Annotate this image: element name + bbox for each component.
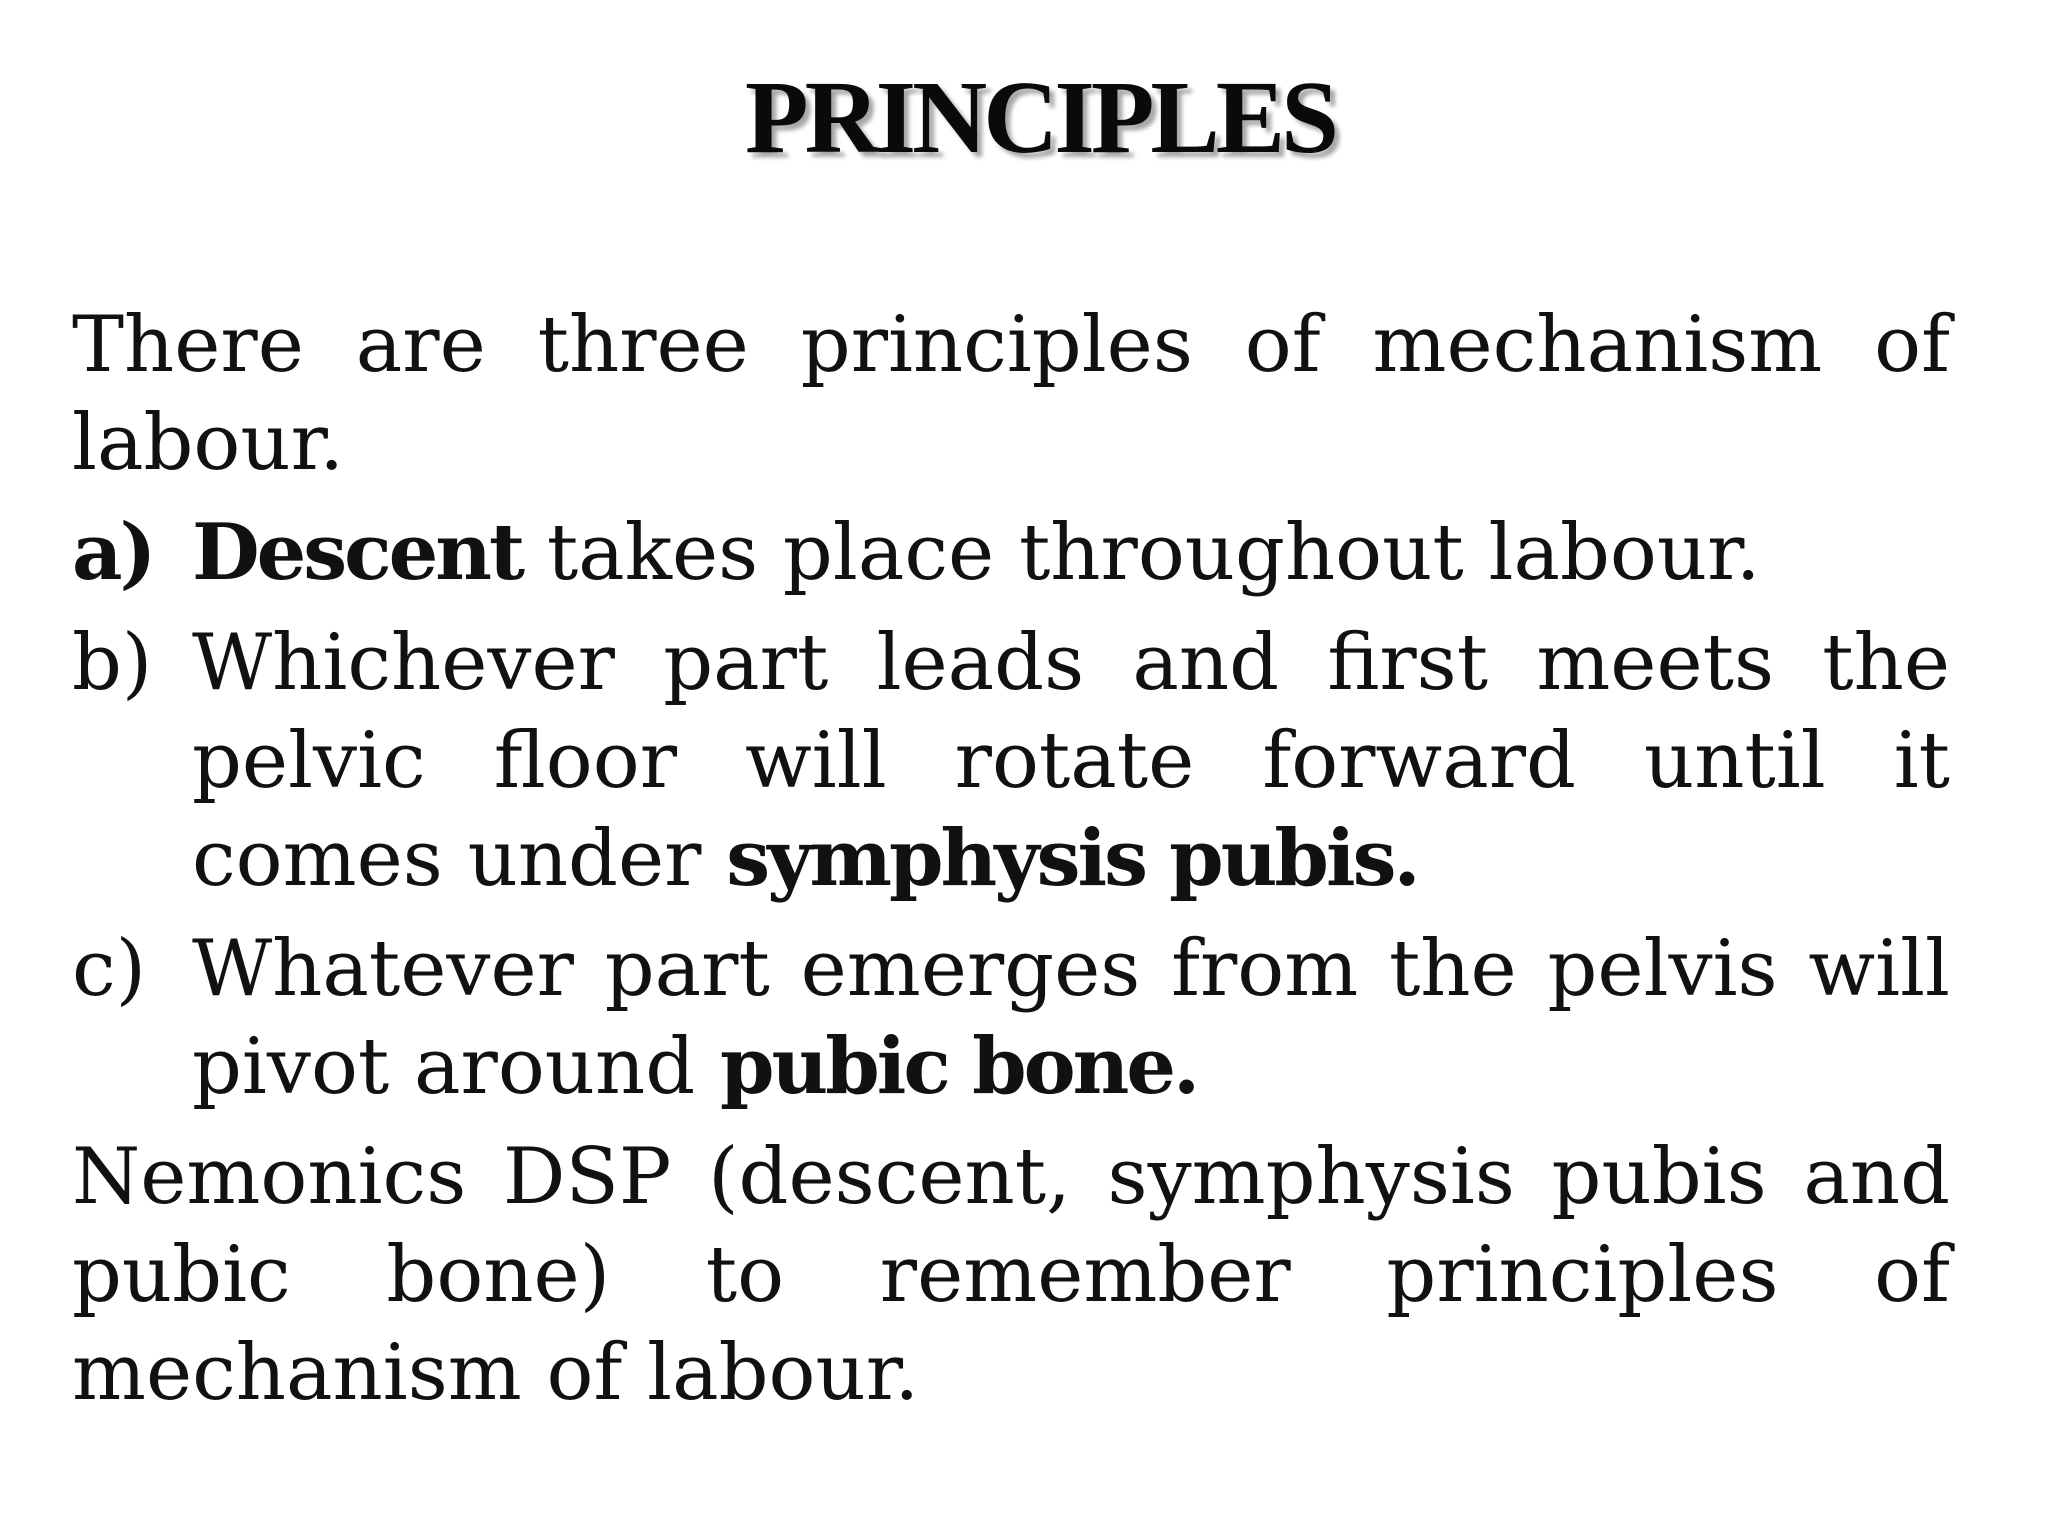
list-item-text: [192, 504, 1950, 602]
intro-paragraph: There are three principles of mechanism of labour.: [72, 300, 1950, 488]
list-item: [72, 614, 1950, 908]
list-marker: b): [72, 618, 153, 708]
list-item: [72, 920, 1950, 1116]
bold-term: Descent: [192, 507, 523, 598]
item-body-text: Whichever part leads and first meets the pelvic floor will rotate forward until it comes under: [192, 618, 1950, 904]
item-body-text: Whatever part emerges from the pelvis will pivot around: [192, 924, 1950, 1112]
list-item-text: [192, 920, 1950, 1116]
bold-term: pubic bone.: [720, 1021, 1198, 1112]
list-item-text: [192, 614, 1950, 908]
principles-list: [72, 504, 1950, 1116]
list-marker: a): [72, 507, 154, 598]
slide-body: [72, 296, 1950, 1422]
bold-term: symphysis pubis.: [726, 813, 1418, 904]
list-item: [72, 504, 1950, 602]
list-marker: c): [72, 924, 147, 1014]
closing-paragraph: Nemonics DSP (descent, symphysis pubis and pubic bone) to remember principles of mechanism of labour.: [72, 1132, 1950, 1418]
item-body-text: takes place throughout labour.: [522, 508, 1761, 598]
slide-title: PRINCIPLES: [745, 60, 1335, 175]
